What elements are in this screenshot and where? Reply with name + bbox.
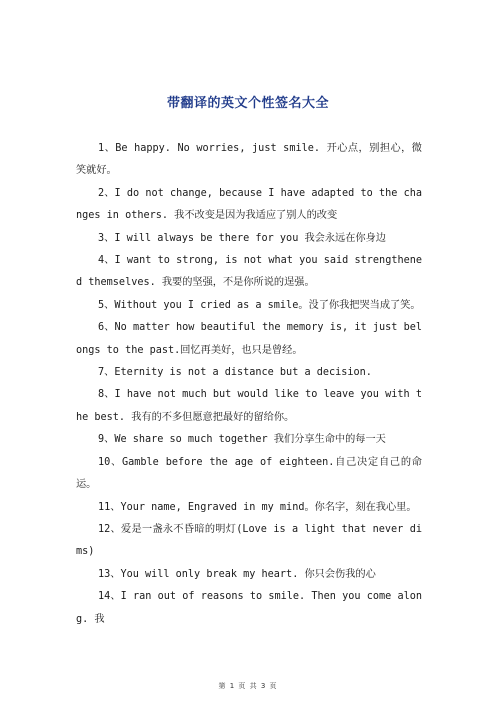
page-title: 带翻译的英文个性签名大全 — [166, 96, 329, 111]
paragraph: 12、爱是一盏永不昏暗的明灯(Love is a light that never dims) — [76, 523, 422, 558]
paragraph: 3、I will always be there for you 我会永远在你身边 — [98, 232, 386, 244]
paragraph: 5、Without you I cried as a smile。没了你我把哭当成了笑。 — [98, 299, 421, 311]
page-number-footer: 第 1 页 共 3 页 — [218, 682, 278, 690]
paragraph: 11、Your name, Engraved in my mind。你名字，刻在我心里。 — [98, 501, 417, 513]
paragraph: 8、I have not much but would like to leave you with the best. 我有的不多但愿意把最好的留给你。 — [76, 389, 422, 423]
paragraph: 6、No matter how beautiful the memory is, it just belongs to the past.回忆再美好，也只是曾经。 — [76, 322, 422, 356]
paragraph: 1、Be happy. No worries, just smile. 开心点，别担心，微笑就好。 — [76, 143, 422, 177]
paragraph: 2、I do not change, because I have adapted to the changes in others. 我不改变是因为我适应了别人的改变 — [76, 187, 422, 222]
paragraph: 13、You will only break my heart. 你只会伤我的心 — [98, 568, 376, 580]
paragraph: 9、We share so much together 我们分享生命中的每一天 — [98, 434, 386, 446]
document-body — [76, 138, 422, 631]
paragraph: 10、Gamble before the age of eighteen.自己决定自己的命运。 — [76, 456, 422, 491]
paragraph: 4、I want to strong, is not what you said strengthened themselves. 我要的坚强，不是你所说的逞强。 — [76, 255, 422, 289]
paragraph: 14、I ran out of reasons to smile. Then you come along. 我 — [76, 591, 422, 625]
paragraph: 7、Eternity is not a distance but a decision. — [98, 367, 372, 379]
